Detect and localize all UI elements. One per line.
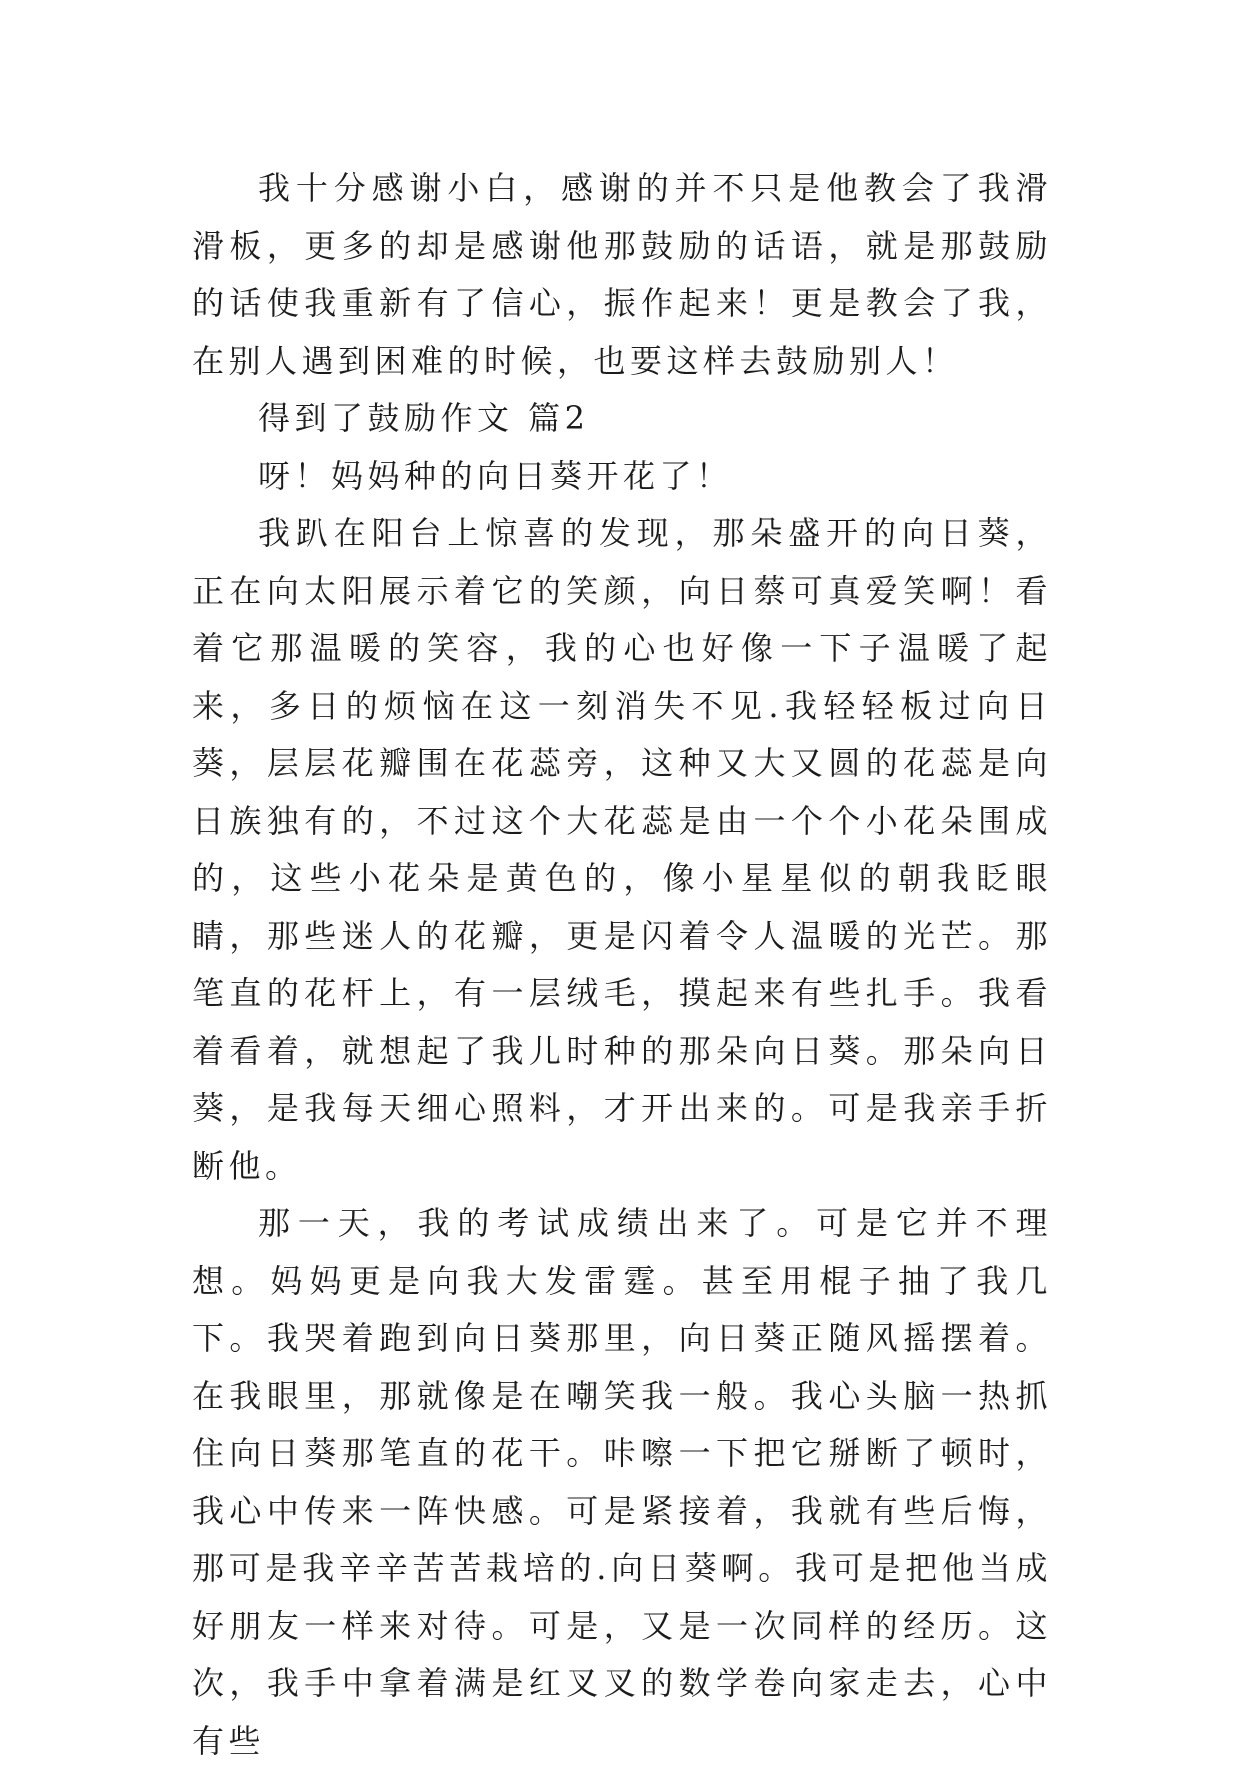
- paragraph-exclamation: 呀！妈妈种的向日葵开花了！: [258, 456, 733, 495]
- paragraph-sunflower: 我趴在阳台上惊喜的发现，那朵盛开的向日葵，正在向太阳展示着它的笑颜，向日蔡可真爱笑啊！看着它那温暖的笑容，我的心也好像一下子温暖了起来，多日的烦恼在这一刻消失不见.我轻轻板过向日葵，层层花瓣围在花蕊旁，这种又大又圆的花蕊是向日族独有的，不过这个大花蕊是由一个个小花朵围成的，这些小花朵是黄色的，像小星星似的朝我眨眼睛，那些迷人的花瓣，更是闪着令人温暖的光芒。那笔直的花杆上，有一层绒毛，摸起来有些扎手。我看着看着，就想起了我儿时种的那朵向日葵。那朵向日葵，是我每天细心照料，才开出来的。可是我亲手折断他。: [192, 514, 1052, 1185]
- section-heading: 得到了鼓励作文 篇2: [258, 399, 590, 437]
- paragraph-gratitude: 我十分感谢小白，感谢的并不只是他教会了我滑滑板，更多的却是感谢他那鼓励的话语，就是那鼓励的话使我重新有了信心，振作起来！更是教会了我，在别人遇到困难的时候，也要这样去鼓励别人！: [192, 169, 1052, 380]
- document-body: [192, 160, 1052, 1770]
- paragraph-exam-day: 那一天，我的考试成绩出来了。可是它并不理想。妈妈更是向我大发雷霆。甚至用棍子抽了我几下。我哭着跑到向日葵那里，向日葵正随风摇摆着。在我眼里，那就像是在嘲笑我一般。我心头脑一热抓住向日葵那笔直的花干。咔嚓一下把它掰断了顿时，我心中传来一阵快感。可是紧接着，我就有些后悔，那可是我辛辛苦苦栽培的.向日葵啊。我可是把他当成好朋友一样来对待。可是，又是一次同样的经历。这次，我手中拿着满是红叉叉的数学卷向家走去，心中有些: [192, 1204, 1052, 1760]
